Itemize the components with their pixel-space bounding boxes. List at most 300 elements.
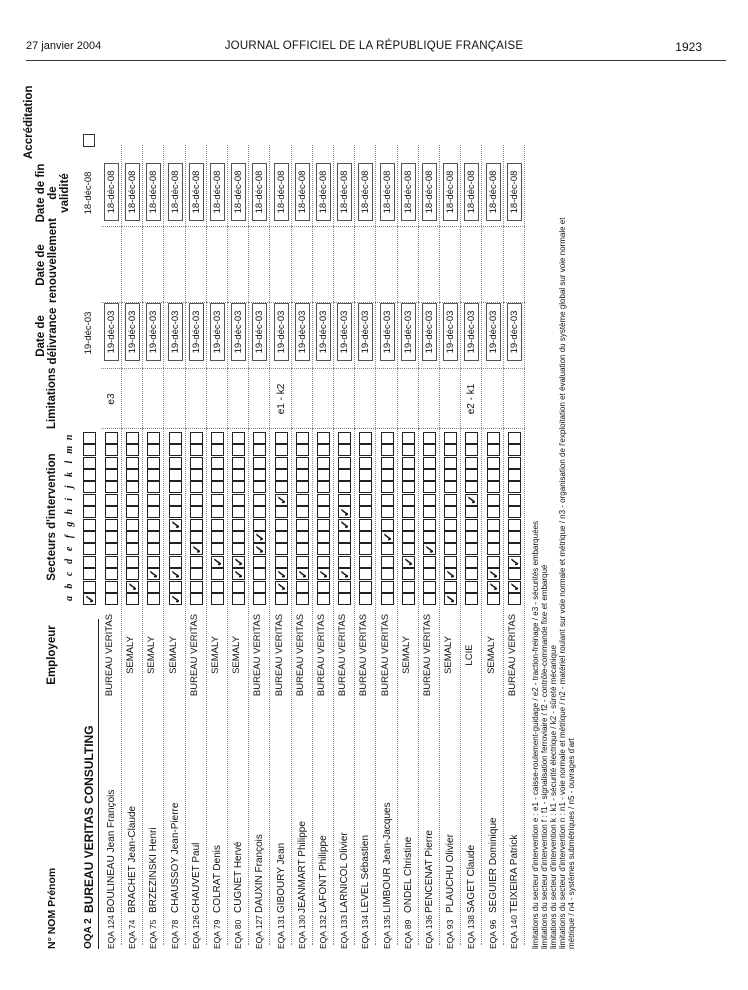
sector-checkbox[interactable] [465, 556, 478, 568]
sector-checkbox[interactable] [508, 593, 521, 605]
sector-checkbox[interactable] [317, 519, 330, 531]
sector-checkbox[interactable] [169, 531, 182, 543]
sector-checkbox[interactable] [190, 432, 203, 444]
sector-checkbox[interactable] [232, 506, 245, 518]
sector-checkbox[interactable] [190, 593, 203, 605]
sector-checkbox[interactable] [508, 568, 521, 580]
sector-checkbox[interactable] [232, 444, 245, 456]
sector-checkbox[interactable] [83, 432, 96, 444]
sector-checkbox[interactable] [169, 469, 182, 481]
sector-checkbox[interactable] [253, 469, 266, 481]
sector-checkbox[interactable] [508, 506, 521, 518]
sector-checkbox[interactable] [275, 531, 288, 543]
sector-checkbox[interactable]: ✓ [338, 519, 353, 530]
sector-checkbox[interactable] [147, 593, 160, 605]
sector-checkbox[interactable]: ✓ [274, 581, 289, 592]
sector-checkbox[interactable] [211, 531, 224, 543]
sector-checkbox[interactable]: ✓ [295, 569, 310, 580]
sector-checkbox[interactable] [317, 457, 330, 469]
sector-checkbox[interactable] [83, 469, 96, 481]
sector-checkbox[interactable] [147, 556, 160, 568]
sector-checkbox[interactable] [211, 506, 224, 518]
sector-checkbox[interactable] [126, 494, 139, 506]
sector-checkbox[interactable] [465, 481, 478, 493]
sector-checkbox[interactable] [444, 469, 457, 481]
sector-checkbox[interactable] [296, 444, 309, 456]
sector-checkbox[interactable] [487, 519, 500, 531]
sector-checkbox[interactable] [444, 543, 457, 555]
sector-checkbox[interactable] [338, 593, 351, 605]
sector-checkbox[interactable] [444, 481, 457, 493]
sector-checkbox[interactable] [211, 593, 224, 605]
sector-checkbox[interactable] [317, 444, 330, 456]
sector-checkbox[interactable]: ✓ [232, 556, 247, 567]
sector-checkbox[interactable] [423, 556, 436, 568]
sector-checkbox[interactable] [359, 432, 372, 444]
sector-checkbox[interactable] [381, 519, 394, 531]
sector-checkbox[interactable] [296, 469, 309, 481]
sector-checkbox[interactable] [465, 543, 478, 555]
sector-checkbox[interactable] [275, 506, 288, 518]
sector-checkbox[interactable] [147, 519, 160, 531]
sector-checkbox[interactable] [126, 481, 139, 493]
sector-checkbox[interactable]: ✓ [507, 581, 522, 592]
sector-checkbox[interactable] [105, 556, 118, 568]
sector-checkbox[interactable] [402, 543, 415, 555]
sector-checkbox[interactable] [169, 556, 182, 568]
sector-checkbox[interactable]: ✓ [168, 569, 183, 580]
column-divider [334, 302, 355, 303]
column-header-end [35, 159, 71, 227]
sector-checkbox[interactable] [402, 444, 415, 456]
sector-checkbox[interactable] [211, 519, 224, 531]
sector-checkbox[interactable] [465, 581, 478, 593]
sector-checkbox[interactable] [296, 556, 309, 568]
sector-checkbox[interactable] [338, 494, 351, 506]
sector-checkbox[interactable] [423, 481, 436, 493]
sector-checkbox[interactable] [105, 506, 118, 518]
sector-checkbox[interactable] [83, 568, 96, 580]
sector-checkbox[interactable] [147, 543, 160, 555]
sector-checkbox[interactable] [423, 531, 436, 543]
sector-checkbox[interactable] [232, 543, 245, 555]
sector-checkbox[interactable]: ✓ [253, 544, 268, 555]
sector-checkbox[interactable] [423, 568, 436, 580]
sector-checkbox[interactable] [423, 519, 436, 531]
sector-checkbox[interactable]: ✓ [126, 581, 141, 592]
sector-checkbox[interactable] [444, 581, 457, 593]
sector-checkbox[interactable] [423, 506, 436, 518]
sector-checkbox[interactable] [211, 457, 224, 469]
sector-checkbox[interactable] [338, 469, 351, 481]
sector-checkbox[interactable] [338, 543, 351, 555]
sector-checkbox[interactable] [465, 444, 478, 456]
sector-checkbox[interactable] [423, 432, 436, 444]
sector-checkbox[interactable] [487, 481, 500, 493]
sector-checkbox[interactable] [296, 581, 309, 593]
sector-checkbox[interactable] [296, 432, 309, 444]
sector-checkbox[interactable] [126, 593, 139, 605]
sector-checkbox[interactable] [232, 581, 245, 593]
sector-checkbox[interactable] [359, 556, 372, 568]
sector-checkbox[interactable] [508, 444, 521, 456]
sector-checkbox[interactable] [381, 506, 394, 518]
sector-checkbox[interactable] [105, 568, 118, 580]
sector-checkbox[interactable]: ✓ [317, 569, 331, 580]
sector-checkbox[interactable] [211, 543, 224, 555]
sector-checkbox[interactable] [444, 556, 457, 568]
sector-checkbox[interactable] [359, 494, 372, 506]
sector-checkbox[interactable]: ✓ [211, 556, 225, 567]
sector-checkbox[interactable]: ✓ [423, 544, 437, 555]
sector-checkbox[interactable] [508, 519, 521, 531]
sector-checkbox[interactable] [105, 581, 118, 593]
sector-checkbox[interactable] [402, 432, 415, 444]
sector-checkbox[interactable] [487, 506, 500, 518]
sector-checkbox[interactable] [169, 432, 182, 444]
sector-checkbox[interactable] [465, 432, 478, 444]
sector-checkbox[interactable]: ✓ [401, 556, 416, 567]
sector-checkbox[interactable] [359, 506, 372, 518]
sector-checkbox[interactable] [402, 581, 415, 593]
sector-checkbox[interactable] [126, 432, 139, 444]
sector-checkbox[interactable] [423, 457, 436, 469]
sector-checkbox[interactable] [296, 531, 309, 543]
sector-checkbox[interactable]: ✓ [486, 581, 501, 592]
sector-checkbox[interactable]: ✓ [444, 569, 459, 580]
sector-checkbox[interactable] [402, 506, 415, 518]
sector-checkbox[interactable] [253, 556, 266, 568]
sector-checkbox[interactable]: ✓ [274, 494, 289, 505]
sector-checkbox[interactable] [105, 494, 118, 506]
sector-checkbox[interactable] [338, 457, 351, 469]
sector-checkbox[interactable] [169, 543, 182, 555]
sector-checkbox[interactable] [147, 432, 160, 444]
sector-checkbox[interactable] [317, 481, 330, 493]
sector-checkbox[interactable] [169, 457, 182, 469]
sector-checkbox[interactable] [359, 481, 372, 493]
sector-checkbox[interactable] [232, 432, 245, 444]
sector-checkbox[interactable] [402, 481, 415, 493]
sector-checkbox[interactable] [211, 469, 224, 481]
sector-checkbox[interactable] [232, 494, 245, 506]
sector-checkbox[interactable] [317, 506, 330, 518]
sector-checkbox[interactable] [83, 457, 96, 469]
sector-checkbox[interactable] [508, 432, 521, 444]
sector-checkbox[interactable]: ✓ [338, 569, 353, 580]
sector-checkbox[interactable] [338, 556, 351, 568]
sector-checkbox[interactable] [487, 457, 500, 469]
sector-checkbox[interactable] [296, 543, 309, 555]
sector-checkbox[interactable] [508, 543, 521, 555]
sector-checkbox[interactable] [338, 581, 351, 593]
sector-checkbox[interactable] [275, 543, 288, 555]
sector-checkbox[interactable] [487, 432, 500, 444]
sector-checkbox[interactable] [211, 494, 224, 506]
sector-checkbox[interactable] [317, 432, 330, 444]
sector-checkbox[interactable] [402, 519, 415, 531]
sector-checkbox[interactable]: ✓ [168, 519, 183, 530]
sector-checkbox[interactable] [83, 581, 96, 593]
sector-checkbox[interactable] [169, 444, 182, 456]
sector-checkbox[interactable] [190, 494, 203, 506]
sector-checkbox[interactable]: ✓ [380, 531, 395, 542]
sector-checkbox[interactable] [147, 581, 160, 593]
sector-checkbox[interactable] [296, 457, 309, 469]
sector-checkbox[interactable] [381, 444, 394, 456]
sector-checkbox[interactable] [147, 506, 160, 518]
sector-checkbox[interactable] [105, 444, 118, 456]
sector-checkbox[interactable] [126, 556, 139, 568]
sector-checkbox[interactable] [253, 568, 266, 580]
sector-checkbox[interactable] [253, 432, 266, 444]
sector-checkbox[interactable] [83, 531, 96, 543]
sector-checkbox[interactable] [381, 494, 394, 506]
sector-checkbox[interactable] [359, 593, 372, 605]
sector-checkbox[interactable] [275, 432, 288, 444]
sector-checkbox[interactable] [423, 444, 436, 456]
sector-checkbox[interactable] [147, 444, 160, 456]
column-divider [419, 226, 440, 227]
sector-checkbox[interactable] [508, 494, 521, 506]
sector-checkbox[interactable]: ✓ [444, 593, 459, 604]
sector-checkbox[interactable] [338, 432, 351, 444]
sector-checkbox[interactable] [126, 469, 139, 481]
sector-checkbox[interactable]: ✓ [189, 544, 204, 555]
sector-checkbox[interactable] [359, 519, 372, 531]
sector-checkbox[interactable] [381, 543, 394, 555]
sector-checkbox[interactable] [147, 481, 160, 493]
sector-checkbox[interactable] [232, 481, 245, 493]
sector-checkbox[interactable] [296, 593, 309, 605]
sector-checkbox[interactable] [402, 469, 415, 481]
sector-checkbox[interactable] [508, 481, 521, 493]
sector-checkbox[interactable] [317, 531, 330, 543]
sector-checkbox[interactable] [169, 481, 182, 493]
sector-checkbox[interactable] [253, 593, 266, 605]
sector-checkbox[interactable] [126, 531, 139, 543]
sector-checkbox[interactable] [317, 543, 330, 555]
sector-checkbox[interactable] [211, 481, 224, 493]
sector-checkbox[interactable] [487, 543, 500, 555]
sector-checkbox[interactable] [381, 568, 394, 580]
sector-checkbox[interactable] [296, 506, 309, 518]
sector-checkbox[interactable]: ✓ [232, 569, 247, 580]
sector-checkbox[interactable] [169, 494, 182, 506]
sector-checkbox[interactable] [105, 543, 118, 555]
sector-checkbox[interactable] [232, 469, 245, 481]
sector-checkbox[interactable] [487, 593, 500, 605]
sector-checkbox[interactable] [253, 444, 266, 456]
sector-checkbox[interactable] [317, 581, 330, 593]
sector-checkbox[interactable] [381, 457, 394, 469]
sector-checkbox[interactable] [126, 444, 139, 456]
sector-checkbox[interactable] [423, 494, 436, 506]
sector-checkbox[interactable]: ✓ [338, 507, 353, 518]
sector-checkbox[interactable] [253, 457, 266, 469]
sector-checkbox[interactable] [402, 457, 415, 469]
sector-checkbox[interactable] [253, 494, 266, 506]
sector-checkbox[interactable] [190, 568, 203, 580]
sector-checkbox[interactable]: ✓ [274, 569, 289, 580]
sector-checkbox[interactable] [487, 494, 500, 506]
sector-checkbox[interactable] [211, 568, 224, 580]
sector-checkbox[interactable] [359, 457, 372, 469]
sector-checkbox[interactable] [423, 593, 436, 605]
sector-checkbox[interactable] [338, 481, 351, 493]
sector-checkbox[interactable] [444, 506, 457, 518]
sector-checkbox[interactable] [402, 531, 415, 543]
sector-checkbox[interactable] [444, 444, 457, 456]
sector-checkbox[interactable] [190, 444, 203, 456]
sector-checkbox[interactable] [253, 481, 266, 493]
sector-checkbox[interactable] [381, 481, 394, 493]
sector-checkbox[interactable] [487, 469, 500, 481]
sector-checkbox[interactable] [190, 457, 203, 469]
sector-checkbox[interactable] [508, 469, 521, 481]
sector-checkbox[interactable] [105, 531, 118, 543]
sector-checkbox[interactable] [211, 444, 224, 456]
sector-checkbox[interactable] [444, 432, 457, 444]
sector-checkbox[interactable] [444, 519, 457, 531]
sector-checkbox[interactable] [253, 506, 266, 518]
sector-checkbox[interactable] [508, 531, 521, 543]
sector-checkbox[interactable] [83, 494, 96, 506]
sector-checkbox[interactable] [317, 556, 330, 568]
sector-checkbox[interactable]: ✓ [486, 569, 501, 580]
sector-checkbox[interactable] [402, 494, 415, 506]
sector-checkbox[interactable] [105, 432, 118, 444]
sector-checkbox[interactable] [487, 531, 500, 543]
sector-checkbox[interactable] [169, 581, 182, 593]
sector-checkbox[interactable] [465, 568, 478, 580]
sector-checkbox[interactable] [402, 593, 415, 605]
sector-checkbox[interactable] [317, 469, 330, 481]
sector-checkbox[interactable] [126, 457, 139, 469]
sector-checkbox[interactable] [444, 457, 457, 469]
sector-checkbox[interactable] [296, 494, 309, 506]
sector-checkbox[interactable] [83, 481, 96, 493]
sector-checkbox[interactable] [105, 469, 118, 481]
sector-checkbox[interactable] [381, 469, 394, 481]
sector-checkbox[interactable] [317, 593, 330, 605]
sector-checkbox[interactable] [508, 457, 521, 469]
sector-checkbox[interactable] [359, 543, 372, 555]
sector-checkbox[interactable] [126, 506, 139, 518]
sector-checkbox[interactable] [381, 581, 394, 593]
sector-checkbox[interactable] [381, 432, 394, 444]
sector-checkbox[interactable]: ✓ [465, 494, 480, 505]
sector-checkbox[interactable]: ✓ [147, 569, 162, 580]
sector-checkbox[interactable]: ✓ [83, 593, 97, 604]
sector-checkbox[interactable] [338, 531, 351, 543]
sector-checkbox[interactable] [359, 581, 372, 593]
end-date: 18-déc-08 [380, 163, 395, 221]
sector-checkbox[interactable] [211, 581, 224, 593]
sector-checkbox[interactable]: ✓ [168, 593, 183, 604]
sector-checkbox[interactable] [83, 506, 96, 518]
sector-checkbox[interactable] [423, 469, 436, 481]
sector-checkbox[interactable] [359, 568, 372, 580]
sector-checkbox[interactable] [296, 519, 309, 531]
sector-checkbox[interactable] [359, 444, 372, 456]
sector-checkbox[interactable] [338, 444, 351, 456]
sector-checkbox[interactable] [275, 457, 288, 469]
sector-checkbox[interactable] [296, 481, 309, 493]
sector-checkbox[interactable] [126, 519, 139, 531]
sector-checkbox[interactable] [275, 481, 288, 493]
sector-checkbox[interactable] [83, 444, 96, 456]
sector-checkbox[interactable] [147, 457, 160, 469]
accreditation-checkbox[interactable] [83, 134, 95, 147]
sector-checkbox[interactable] [465, 457, 478, 469]
sector-checkbox[interactable] [83, 556, 96, 568]
sector-checkbox[interactable] [190, 481, 203, 493]
sector-checkbox[interactable] [232, 457, 245, 469]
sector-checkbox[interactable] [275, 469, 288, 481]
sector-checkbox[interactable] [190, 531, 203, 543]
sector-checkbox[interactable] [444, 494, 457, 506]
sector-checkbox[interactable] [190, 581, 203, 593]
sector-checkbox[interactable] [232, 531, 245, 543]
sector-checkbox[interactable] [190, 556, 203, 568]
sector-checkbox[interactable] [105, 481, 118, 493]
sector-checkbox[interactable] [275, 556, 288, 568]
sector-checkbox[interactable] [105, 457, 118, 469]
sector-checkbox[interactable] [465, 531, 478, 543]
sector-checkbox[interactable] [465, 469, 478, 481]
sector-checkbox[interactable] [232, 519, 245, 531]
sector-checkbox[interactable] [253, 581, 266, 593]
sector-checkbox[interactable] [190, 519, 203, 531]
sector-checkbox[interactable] [402, 568, 415, 580]
employer: BUREAU VERITAS [506, 613, 518, 697]
sector-checkbox[interactable] [381, 556, 394, 568]
sector-checkbox[interactable] [232, 593, 245, 605]
sector-checkbox[interactable] [126, 543, 139, 555]
sector-checkbox[interactable] [126, 568, 139, 580]
sector-checkbox[interactable] [147, 531, 160, 543]
sector-checkbox[interactable]: ✓ [507, 556, 522, 567]
sector-checkbox[interactable] [487, 556, 500, 568]
sector-checkbox[interactable]: ✓ [253, 531, 268, 542]
sector-checkbox[interactable] [423, 581, 436, 593]
sector-checkbox[interactable] [465, 519, 478, 531]
sector-checkbox[interactable] [105, 519, 118, 531]
sector-checkbox[interactable] [465, 506, 478, 518]
sector-checkbox[interactable] [465, 593, 478, 605]
sector-checkbox[interactable] [190, 469, 203, 481]
sector-checkbox[interactable] [190, 506, 203, 518]
sector-checkbox[interactable] [444, 531, 457, 543]
sector-checkbox[interactable] [147, 469, 160, 481]
sector-checkbox[interactable] [359, 469, 372, 481]
sector-checkbox[interactable] [105, 593, 118, 605]
sector-checkbox[interactable] [487, 444, 500, 456]
sector-checkbox[interactable] [381, 593, 394, 605]
sector-checkbox[interactable] [169, 506, 182, 518]
sector-checkbox[interactable] [317, 494, 330, 506]
sector-checkbox[interactable] [359, 531, 372, 543]
sector-checkbox[interactable] [83, 519, 96, 531]
sector-checkbox[interactable] [253, 519, 266, 531]
sector-checkbox[interactable] [275, 593, 288, 605]
sector-checkbox[interactable] [83, 543, 96, 555]
sector-checkbox[interactable] [275, 444, 288, 456]
sector-checkbox[interactable] [275, 519, 288, 531]
sector-checkbox[interactable] [147, 494, 160, 506]
sector-checkbox[interactable] [211, 432, 224, 444]
